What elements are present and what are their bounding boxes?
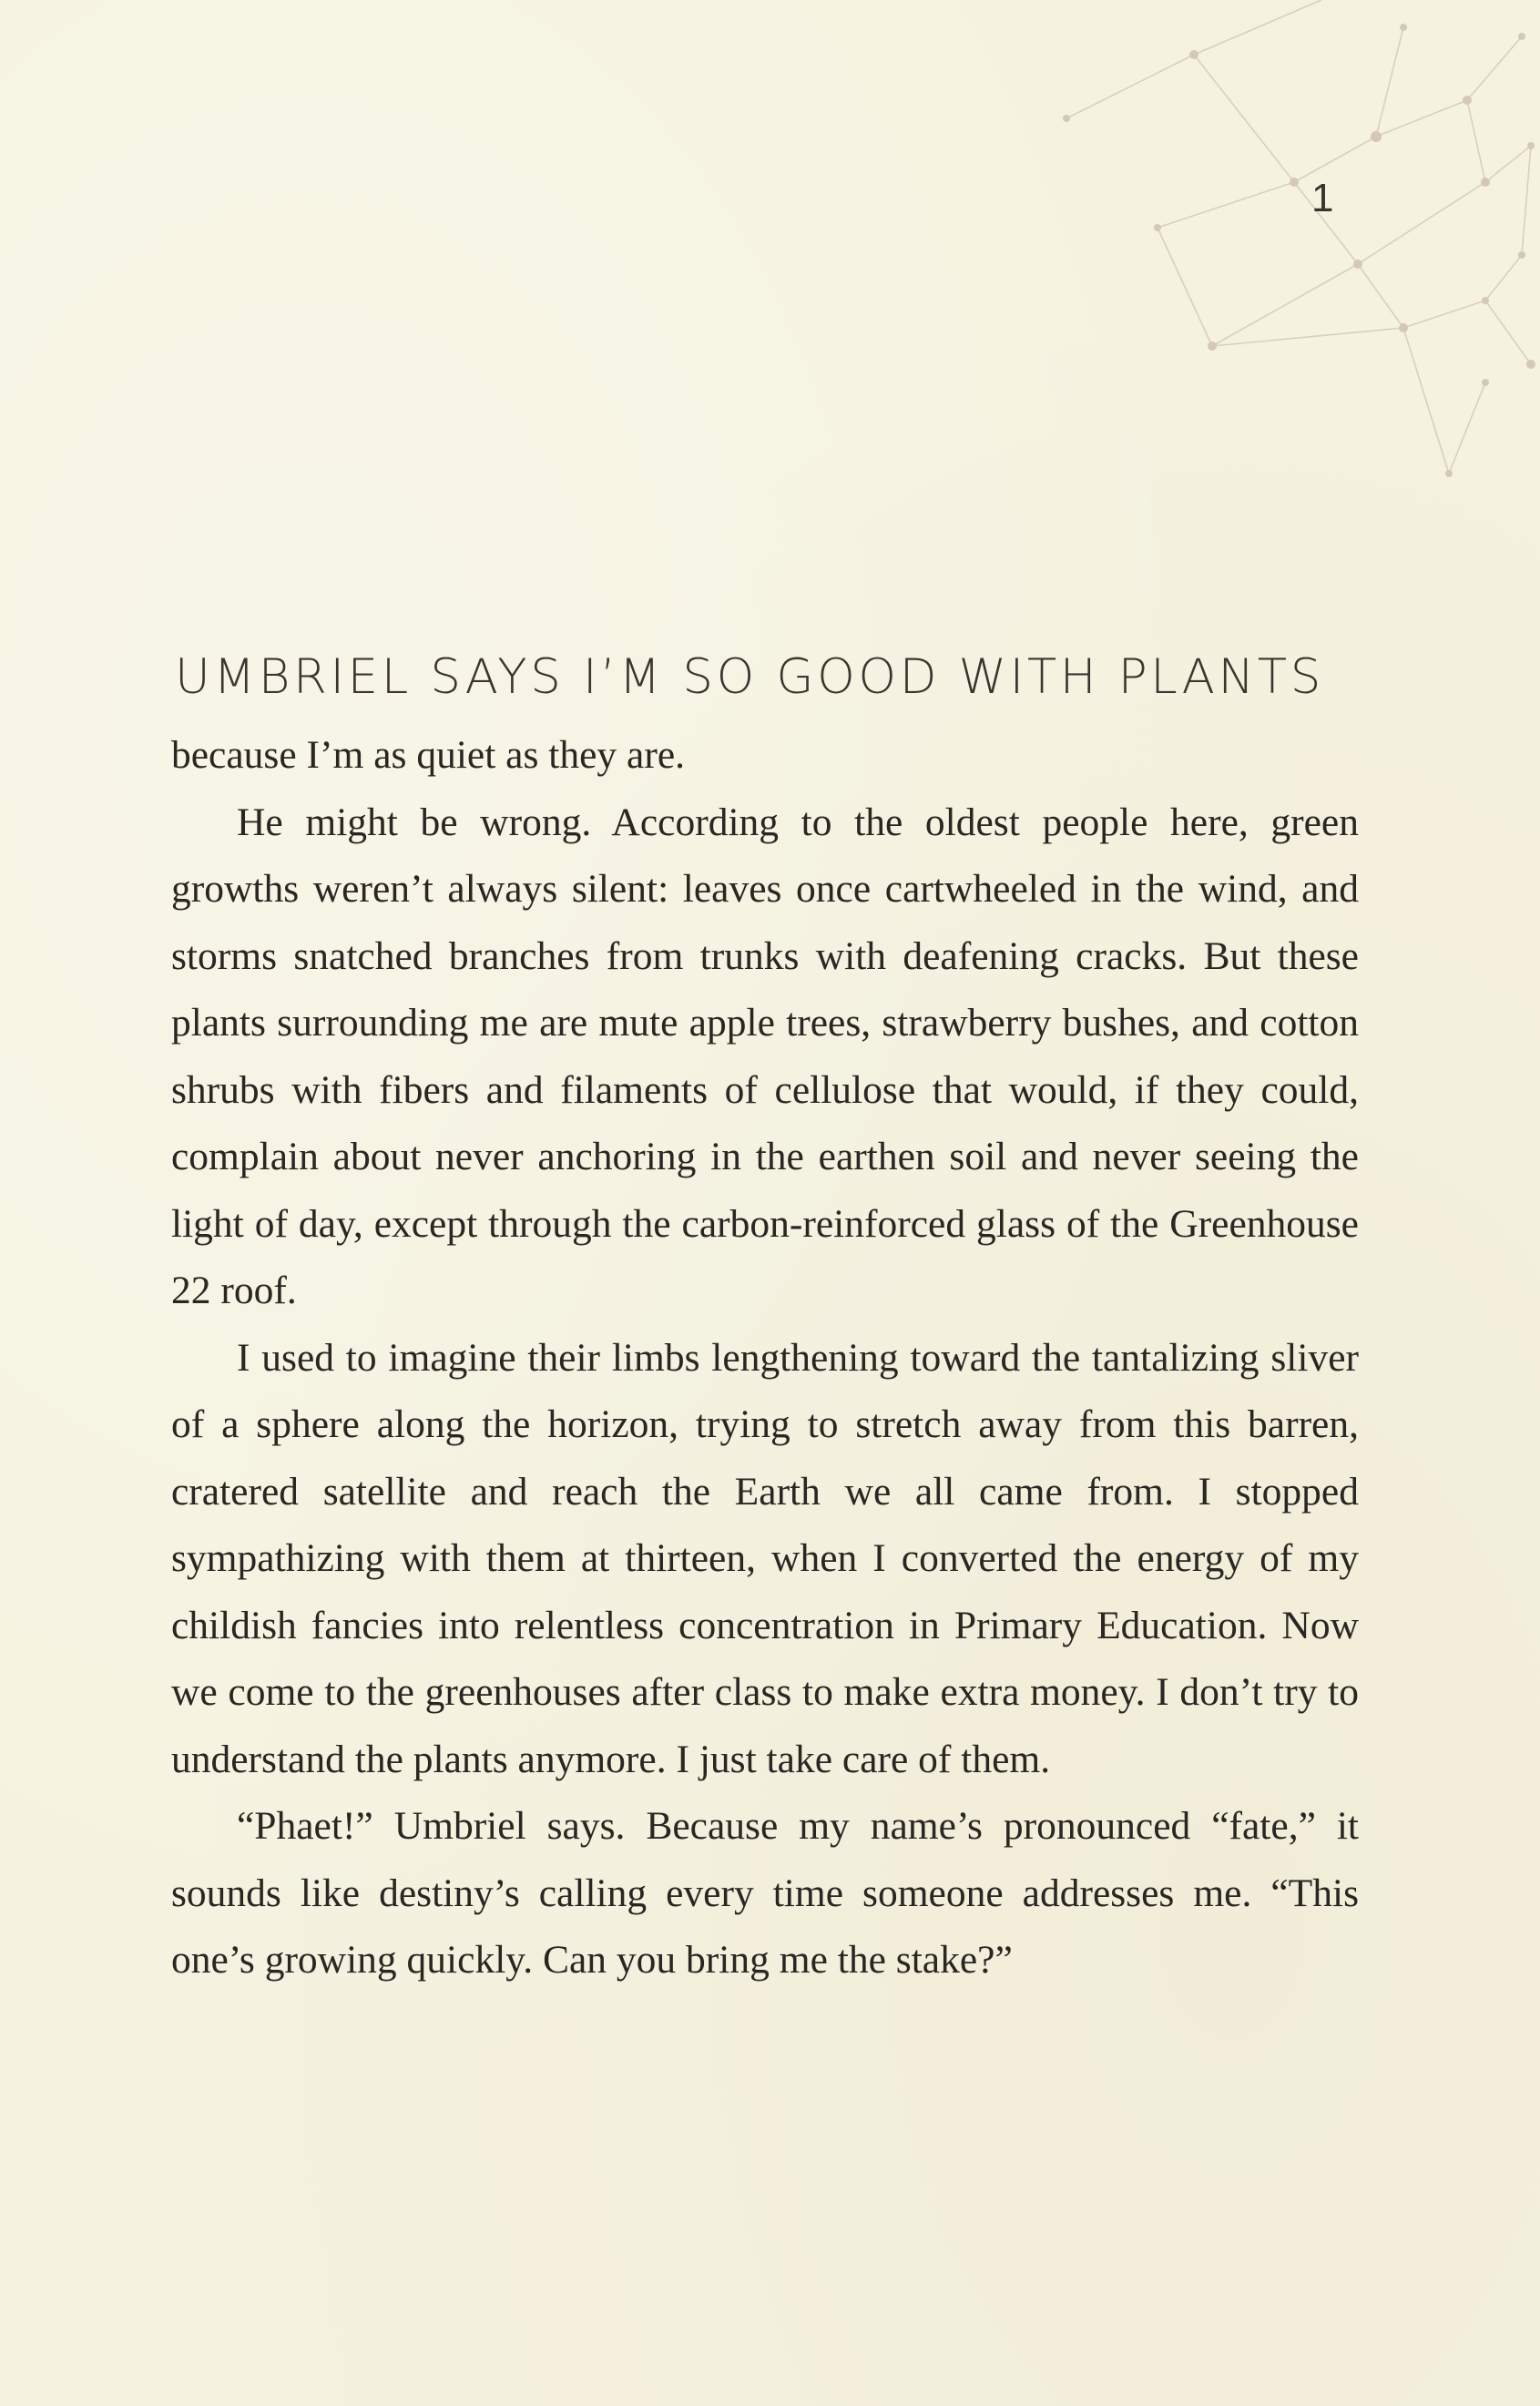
- chapter-opening-line: UMBRIEL SAYS I’M SO GOOD WITH PLANTS: [175, 649, 1324, 705]
- paragraph: He might be wrong. According to the oldest people here, green growths weren’t always silent: leaves once cartwheeled in the wind, and storms snatched branches from trunks with deafening cracks. But these plants surrounding me are mute apple trees, strawberry bushes, and cotton shrubs with fibers and filaments of cellulose that would, if they could, complain about never anchoring in the earthen soil and never seeing the light of day, except through the carbon-reinforced glass of the Greenhouse 22 roof.: [171, 800, 1359, 1312]
- paragraph: because I’m as quiet as they are.: [171, 733, 686, 777]
- page-number: 1: [1311, 176, 1334, 220]
- constellation-icon: [975, 0, 1540, 510]
- paragraph: “Phaet!” Umbriel says. Because my name’s pronounced “fate,” it sounds like destiny’s calling every time someone addresses me. “This one’s growing quickly. Can you bring me the stake?”: [171, 1804, 1359, 1982]
- paragraph: I used to imagine their limbs lengthening toward the tantalizing sliver of a sphere along the horizon, trying to stretch away from this barren, cratered satellite and reach the Earth we all came from. I stopped sympathizing with them at thirteen, when I converted the energy of my childish fancies into relentless concentration in Primary Education. Now we come to the greenhouses after class to make extra money. I don’t try to understand the plants anymore. I just take care of them.: [171, 1335, 1359, 1781]
- chapter-body: [171, 722, 1359, 1994]
